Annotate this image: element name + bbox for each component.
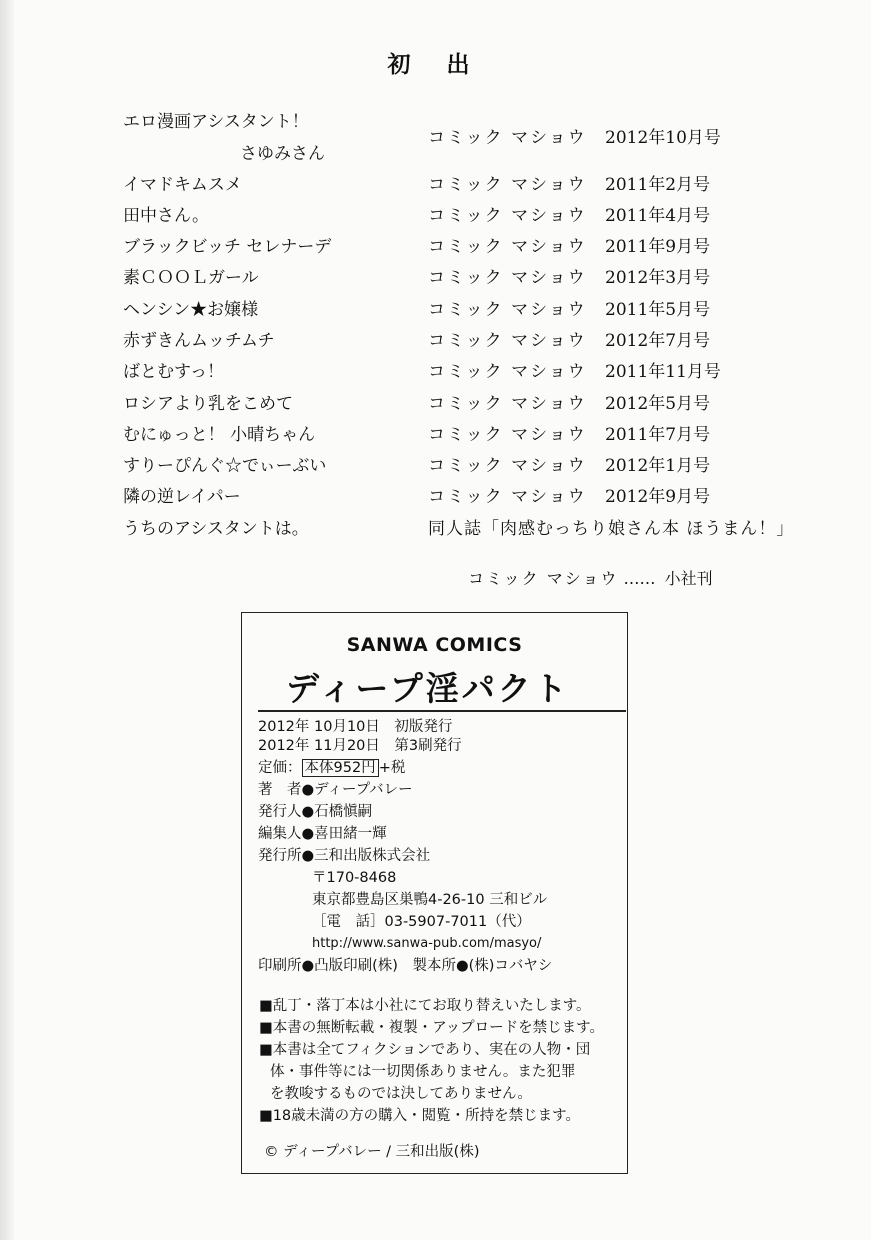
entry-issue: 2012年10月号 [605, 128, 721, 148]
entry-magazine: コミック マショウ [428, 394, 587, 414]
entry-row [0, 357, 871, 387]
entry-magazine: コミック マショウ [428, 206, 587, 226]
entry-magazine: コミック マショウ [428, 300, 587, 320]
publisher-person-line: 発行人●石橋愼嗣 [258, 804, 373, 820]
entry-issue: 2012年7月号 [605, 331, 711, 351]
colophon-box [241, 612, 628, 1174]
address-line: 東京都豊島区巣鴨4-26-10 三和ビル [312, 892, 548, 908]
entry-row [0, 295, 871, 325]
entry-row [0, 389, 871, 419]
publisher-footnote [468, 566, 713, 589]
author-line: 著 者●ディープバレー [258, 782, 413, 798]
entry-magazine: コミック マショウ [428, 487, 587, 507]
entry-issue: 2011年9月号 [605, 237, 711, 257]
third-printing-date: 2012年 11月20日 第3刷発行 [258, 738, 462, 754]
entry-row [0, 107, 871, 164]
entry-row [0, 326, 871, 356]
entry-row [0, 482, 871, 512]
editor-line: 編集人●喜田緒一輝 [258, 826, 387, 842]
entry-row [0, 263, 871, 293]
entry-issue: 2011年4月号 [605, 206, 711, 226]
footnote-own-publisher: 小社刊 [664, 569, 713, 588]
entry-row [0, 201, 871, 231]
entry-issue: 2012年9月号 [605, 487, 711, 507]
publisher-company-line: 発行所●三和出版株式会社 [258, 848, 431, 864]
price-line [258, 759, 405, 777]
entry-magazine: コミック マショウ [428, 456, 587, 476]
entry-title: 田中さん。 [123, 206, 210, 226]
notice-line: ■18歳未満の方の購入・閲覧・所持を禁じます。 [259, 1108, 580, 1124]
entry-title: 隣の逆レイパー [123, 487, 241, 507]
entry-magazine: コミック マショウ [428, 331, 587, 351]
entry-title: ブラックビッチ セレナーデ [123, 237, 332, 257]
footnote-magazine: コミック マショウ [468, 569, 619, 588]
notice-line: 体・事件等には一切関係ありません。また犯罪 [270, 1064, 576, 1080]
notice-line: を教唆するものでは決してありません。 [270, 1086, 532, 1102]
entry-title: むにゅっと！ 小晴ちゃん [123, 425, 316, 445]
entry-issue: 2012年5月号 [605, 394, 711, 414]
entry-title: ロシアより乳をこめて [123, 394, 293, 414]
copyright-line: © ディープバレー / 三和出版(株) [264, 1144, 480, 1160]
entry-magazine: コミック マショウ [428, 237, 587, 257]
entry-magazine: コミック マショウ [428, 425, 587, 445]
title-underline [258, 710, 626, 712]
entry-row [0, 420, 871, 450]
entry-title-line2: さゆみさん [240, 144, 325, 164]
entry-issue: 2011年7月号 [605, 425, 711, 445]
entry-row [0, 232, 871, 262]
entry-row [0, 514, 871, 544]
entry-issue: 2012年1月号 [605, 456, 711, 476]
notice-line: ■乱丁・落丁本は小社にてお取り替えいたします。 [259, 998, 591, 1014]
entry-title: エロ漫画アシスタント！ [123, 112, 309, 132]
entry-row [0, 170, 871, 200]
entry-issue: 2011年2月号 [605, 175, 711, 195]
entry-magazine: コミック マショウ [428, 175, 587, 195]
entry-title: ヘンシン★お嬢様 [123, 300, 259, 320]
entry-magazine: コミック マショウ [428, 268, 587, 288]
website-url: http://www.sanwa-pub.com/masyo/ [312, 936, 542, 951]
entry-magazine: コミック マショウ [428, 362, 587, 382]
price-box: 本体952円 [302, 759, 379, 777]
entry-issue: 2011年11月号 [605, 362, 721, 382]
entry-doujin-source: 同人誌「肉感むっちり娘さん本 ほうまん！」 [428, 519, 795, 539]
entry-issue: 2011年5月号 [605, 300, 711, 320]
entry-issue: 2012年3月号 [605, 268, 711, 288]
entry-title: 素ＣＯＯＬガール [123, 268, 259, 288]
entry-title: すりーぴんぐ☆でぃーぶい [123, 456, 327, 476]
entry-title: イマドキムスメ [123, 175, 242, 195]
printing-line: 印刷所●凸版印刷(株) 製本所●(株)コバヤシ [258, 958, 553, 974]
entry-title: 赤ずきんムッチムチ [123, 331, 275, 351]
postal-code: 〒170-8468 [312, 870, 397, 886]
first-edition-date: 2012年 10月10日 初版発行 [258, 719, 453, 735]
entry-title: ばとむすっ！ [123, 362, 224, 382]
entry-magazine: コミック マショウ [428, 128, 587, 148]
notice-line: ■本書は全てフィクションであり、実在の人物・団 [259, 1042, 591, 1058]
notice-line: ■本書の無断転載・複製・アップロードを禁じます。 [259, 1020, 605, 1036]
entry-row [0, 451, 871, 481]
brand-label: SANWA COMICS [346, 634, 523, 656]
page-title: 初 出 [387, 51, 484, 78]
phone-line: ［電 話］03-5907-7011（代） [312, 914, 531, 930]
footnote-dots: …… [623, 569, 656, 588]
book-title: ディープ淫パクト [286, 669, 570, 708]
price-label: 定価： [258, 760, 302, 776]
entry-title: うちのアシスタントは。 [123, 519, 309, 539]
tax-label: +税 [378, 760, 406, 776]
